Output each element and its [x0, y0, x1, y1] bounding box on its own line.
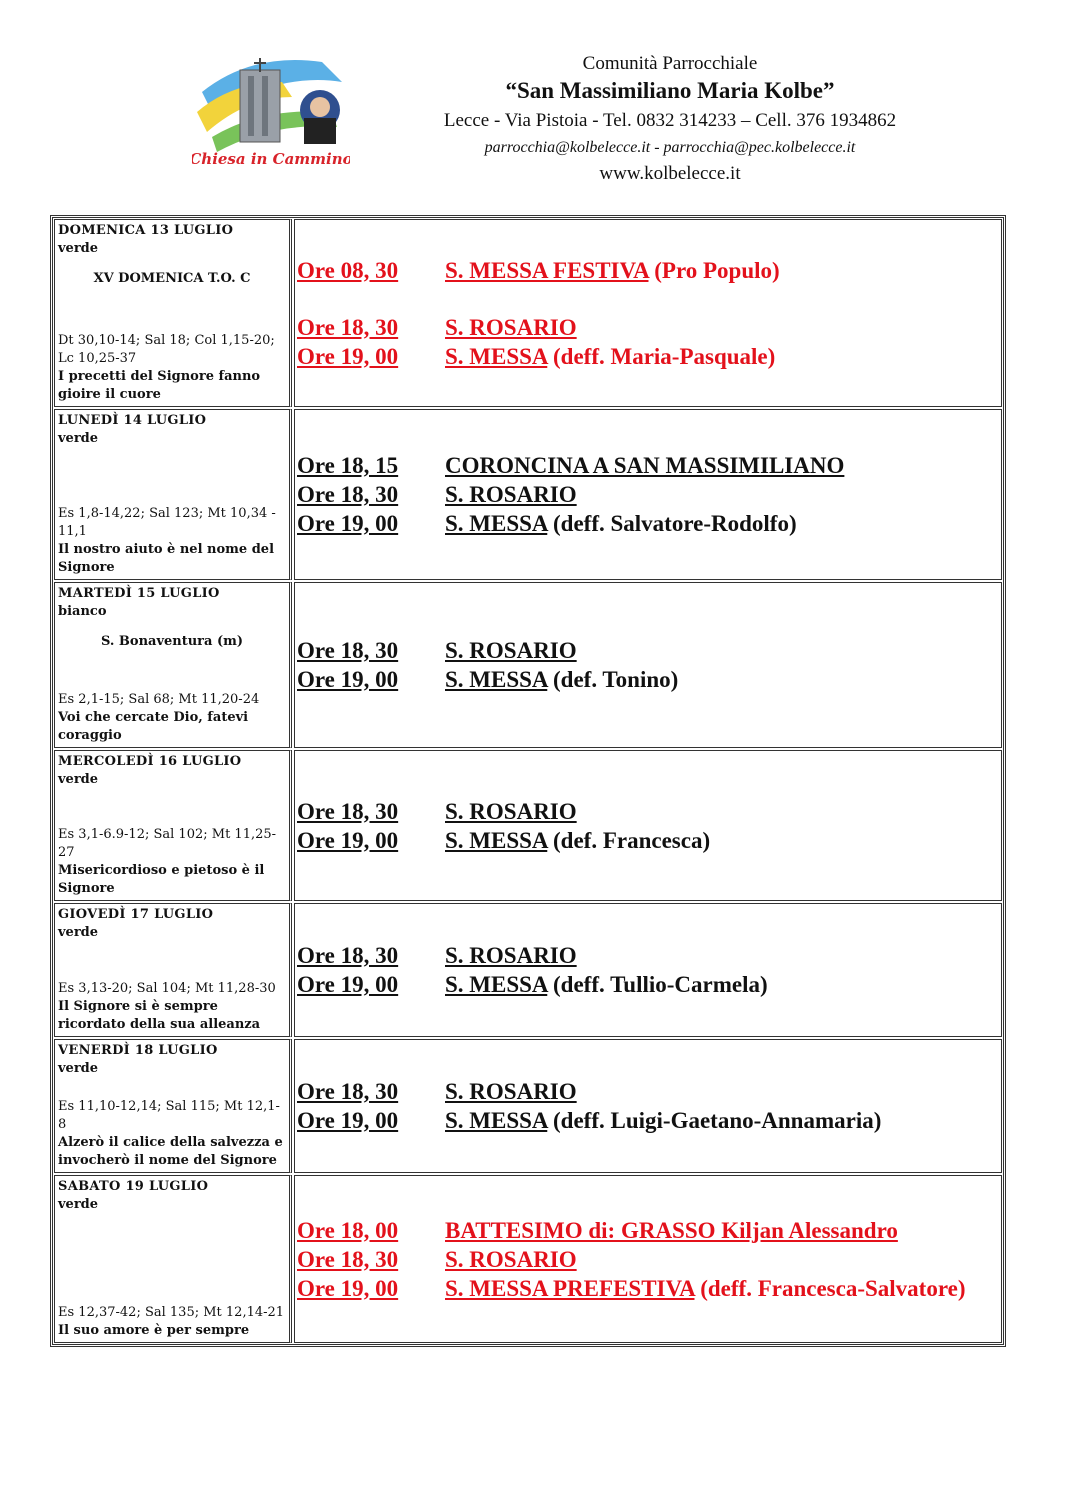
- header-parish-name: “San Massimiliano Maria Kolbe”: [505, 78, 835, 103]
- scripture-references: Es 1,8-14,22; Sal 123; Mt 10,34 - 11,1: [58, 506, 276, 539]
- entry-description: [445, 1216, 1001, 1245]
- entry-note: (Pro Populo): [648, 257, 780, 283]
- entry-title: BATTESIMO di: GRASSO Kiljan Alessandro: [445, 1217, 898, 1243]
- svg-text:Chiesa in Cammino: Chiesa in Cammino: [192, 150, 350, 168]
- day-row: [54, 409, 1002, 580]
- entry-description: [445, 509, 1001, 538]
- weekly-schedule-table: [50, 215, 1006, 1347]
- entry-time: Ore 19, 00: [297, 827, 399, 853]
- header-community: Comunità Parrocchiale: [582, 53, 758, 74]
- schedule-entry: [297, 509, 1001, 538]
- entry-time: Ore 18, 00: [297, 1217, 399, 1243]
- liturgical-color: verde: [58, 925, 99, 940]
- header-emails: parrocchia@kolbelecce.it - parrocchia@pec.kolbelecce.it: [484, 139, 856, 156]
- cell-spacer: [58, 651, 286, 691]
- day-row: [54, 1039, 1002, 1173]
- entry-title: S. ROSARIO: [445, 1246, 577, 1272]
- entry-time: Ore 19, 00: [297, 343, 399, 369]
- entry-description: [445, 826, 1001, 855]
- psalm-response: Il suo amore è per sempre: [58, 1323, 250, 1338]
- scripture-references: Es 12,37-42; Sal 135; Mt 12,14-21: [58, 1305, 285, 1320]
- liturgical-color: verde: [58, 1197, 99, 1212]
- events-cell: [294, 582, 1002, 748]
- day-info-cell: [54, 582, 292, 748]
- entry-time: Ore 19, 00: [297, 1108, 399, 1133]
- entry-title: S. MESSA PREFESTIVA: [445, 1275, 695, 1301]
- schedule-entry: [297, 941, 1001, 970]
- entry-note: (deff. Maria-Pasquale): [547, 343, 776, 369]
- liturgical-color: verde: [58, 241, 99, 256]
- schedule-entry: [297, 451, 1001, 480]
- day-name: GIOVEDÌ 17 LUGLIO: [58, 907, 214, 922]
- day-name: SABATO 19 LUGLIO: [58, 1179, 209, 1194]
- psalm-response: Il Signore si è sempre ricordato della sua alleanza: [58, 999, 261, 1032]
- entry-title: S. MESSA: [445, 667, 548, 692]
- church-logo-icon: [192, 52, 350, 172]
- header-website: www.kolbelecce.it: [599, 163, 741, 184]
- cell-spacer: [58, 288, 286, 332]
- schedule-entry: [297, 256, 1001, 285]
- entry-note: (deff. Tullio-Carmela): [547, 972, 768, 997]
- liturgical-color: verde: [58, 772, 99, 787]
- day-name: LUNEDÌ 14 LUGLIO: [58, 413, 207, 428]
- schedule-entry: [297, 970, 1001, 999]
- entry-note: (deff. Luigi-Gaetano-Annamaria): [547, 1108, 882, 1133]
- parish-logo: [192, 52, 350, 172]
- scripture-references: Es 3,1-6.9-12; Sal 102; Mt 11,25-27: [58, 827, 277, 860]
- entry-title: S. MESSA FESTIVA: [445, 257, 649, 283]
- scripture-references: Es 11,10-12,14; Sal 115; Mt 12,1-8: [58, 1099, 280, 1132]
- schedule-entry: [297, 1106, 1001, 1135]
- day-name: VENERDÌ 18 LUGLIO: [58, 1043, 218, 1058]
- entry-time: Ore 18, 30: [297, 482, 399, 507]
- day-row: [54, 1175, 1002, 1343]
- entry-description: [445, 1077, 1001, 1106]
- entry-title: S. MESSA: [445, 972, 548, 997]
- entry-title: S. ROSARIO: [445, 1079, 577, 1104]
- day-info-cell: [54, 1175, 292, 1343]
- liturgical-color: verde: [58, 431, 99, 446]
- feast-name: XV DOMENICA T.O. C: [93, 271, 251, 286]
- entry-time: Ore 19, 00: [297, 511, 399, 536]
- day-name: DOMENICA 13 LUGLIO: [58, 223, 234, 238]
- entry-description: [445, 1245, 1001, 1274]
- day-name: MARTEDÌ 15 LUGLIO: [58, 586, 220, 601]
- entry-time: Ore 08, 30: [297, 257, 399, 283]
- feast-name: S. Bonaventura (m): [100, 634, 244, 649]
- events-cell: [294, 1175, 1002, 1343]
- entry-time: Ore 18, 30: [297, 638, 399, 663]
- entry-description: [445, 1274, 1001, 1303]
- day-info-cell: [54, 409, 292, 580]
- psalm-response: I precetti del Signore fanno gioire il cuore: [58, 369, 261, 402]
- liturgical-color: verde: [58, 1061, 99, 1076]
- day-row: [54, 750, 1002, 901]
- entry-time: Ore 18, 15: [297, 453, 399, 478]
- schedule-entry: [297, 1216, 1001, 1245]
- entry-title: CORONCINA A SAN MASSIMILIANO: [445, 453, 845, 478]
- day-info-cell: [54, 750, 292, 901]
- entry-description: [445, 256, 1001, 285]
- entry-description: [445, 480, 1001, 509]
- entry-note: (def. Francesca): [547, 827, 711, 853]
- day-info-cell: [54, 903, 292, 1037]
- schedule-entry: [297, 665, 1001, 694]
- entry-note: (deff. Salvatore-Rodolfo): [547, 511, 797, 536]
- day-row: [54, 219, 1002, 407]
- schedule-entry: [297, 480, 1001, 509]
- schedule-entry: [297, 313, 1001, 342]
- events-cell: [294, 750, 1002, 901]
- schedule-entry: [297, 826, 1001, 855]
- psalm-response: Il nostro aiuto è nel nome del Signore: [58, 542, 275, 575]
- liturgical-color: bianco: [58, 604, 107, 619]
- entry-time: Ore 18, 30: [297, 314, 399, 340]
- entry-note: (def. Tonino): [547, 667, 679, 692]
- psalm-response: Alzerò il calice della salvezza e invocherò il nome del Signore: [58, 1135, 283, 1168]
- entry-description: [445, 797, 1001, 826]
- entry-time: Ore 19, 00: [297, 667, 399, 692]
- header-address: Lecce - Via Pistoia - Tel. 0832 314233 – Cell. 376 1934862: [443, 110, 897, 131]
- entry-time: Ore 19, 00: [297, 972, 399, 997]
- psalm-response: Voi che cercate Dio, fatevi coraggio: [58, 710, 249, 743]
- entry-time: Ore 19, 00: [297, 1275, 399, 1301]
- entry-title: S. MESSA: [445, 1108, 548, 1133]
- events-cell: [294, 1039, 1002, 1173]
- entry-title: S. ROSARIO: [445, 943, 577, 968]
- entry-title: S. ROSARIO: [445, 314, 577, 340]
- cell-spacer: [58, 1214, 286, 1304]
- parish-header: [400, 52, 940, 188]
- scripture-references: Es 2,1-15; Sal 68; Mt 11,20-24: [58, 692, 260, 707]
- entry-time: Ore 18, 30: [297, 943, 399, 968]
- entry-description: [445, 342, 1001, 371]
- cell-spacer: [58, 448, 286, 505]
- events-cell: [294, 219, 1002, 407]
- day-row: [54, 903, 1002, 1037]
- schedule-entry: [297, 797, 1001, 826]
- entry-description: [445, 665, 1001, 694]
- schedule-entry: [297, 636, 1001, 665]
- cell-spacer: [58, 789, 286, 826]
- day-info-cell: [54, 1039, 292, 1173]
- day-info-cell: [54, 219, 292, 407]
- entry-description: [445, 636, 1001, 665]
- entry-time: Ore 18, 30: [297, 1079, 399, 1104]
- cell-spacer: [58, 1078, 286, 1098]
- day-row: [54, 582, 1002, 748]
- schedule-entry: [297, 1245, 1001, 1274]
- entry-title: S. MESSA: [445, 511, 548, 536]
- entry-description: [445, 451, 1001, 480]
- entry-gap: [297, 285, 1001, 313]
- entry-description: [445, 970, 1001, 999]
- entry-title: S. MESSA: [445, 827, 548, 853]
- entry-title: S. MESSA: [445, 343, 548, 369]
- entry-description: [445, 313, 1001, 342]
- schedule-entry: [297, 342, 1001, 371]
- events-cell: [294, 903, 1002, 1037]
- entry-time: Ore 18, 30: [297, 1246, 399, 1272]
- entry-title: S. ROSARIO: [445, 798, 577, 824]
- entry-title: S. ROSARIO: [445, 482, 577, 507]
- entry-note: (deff. Francesca-Salvatore): [694, 1275, 966, 1301]
- entry-description: [445, 1106, 1001, 1135]
- scripture-references: Dt 30,10-14; Sal 18; Col 1,15-20; Lc 10,25-37: [58, 333, 275, 366]
- scripture-references: Es 3,13-20; Sal 104; Mt 11,28-30: [58, 981, 276, 996]
- events-cell: [294, 409, 1002, 580]
- entry-time: Ore 18, 30: [297, 798, 399, 824]
- day-name: MERCOLEDÌ 16 LUGLIO: [58, 754, 242, 769]
- psalm-response: Misericordioso e pietoso è il Signore: [58, 863, 265, 896]
- entry-title: S. ROSARIO: [445, 638, 577, 663]
- entry-description: [445, 941, 1001, 970]
- schedule-entry: [297, 1077, 1001, 1106]
- cell-spacer: [58, 942, 286, 980]
- schedule-entry: [297, 1274, 1001, 1303]
